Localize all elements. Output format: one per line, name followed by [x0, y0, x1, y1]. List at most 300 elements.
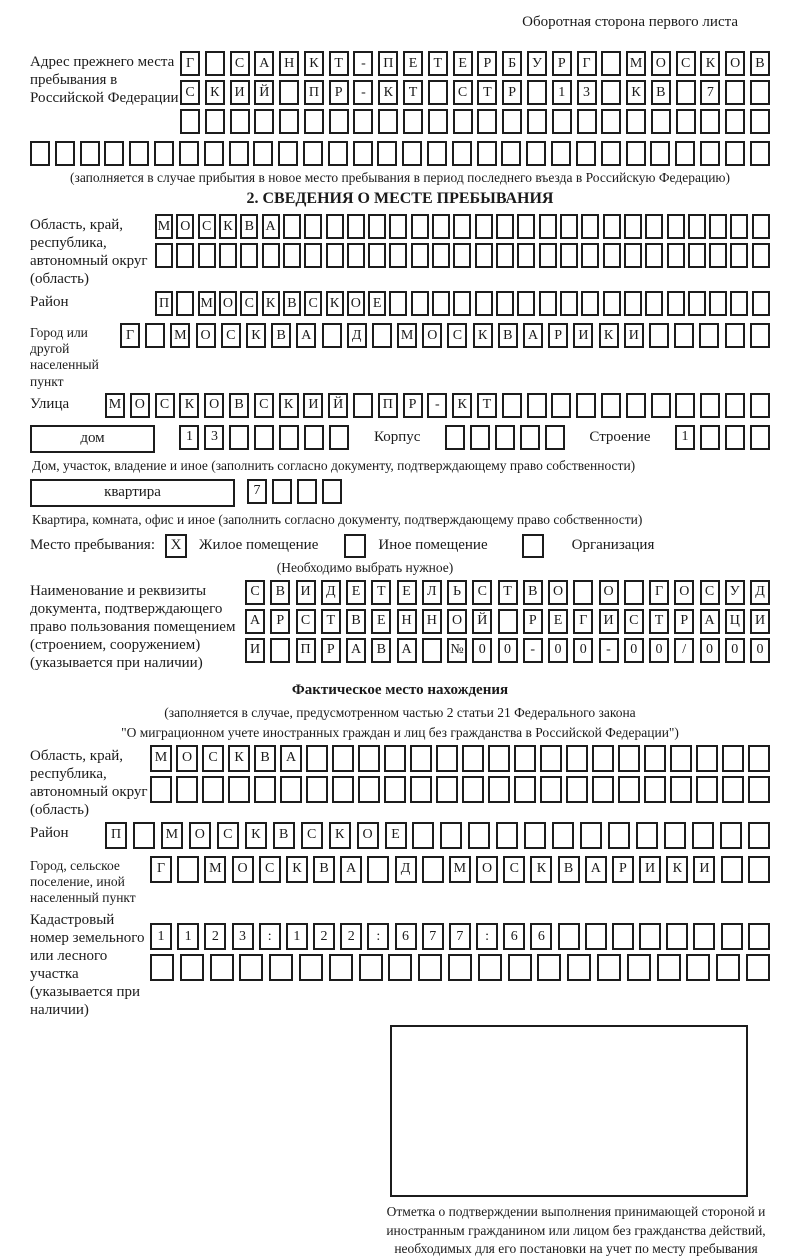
char-box[interactable]: С	[304, 291, 322, 316]
char-box[interactable]: О	[176, 214, 194, 239]
char-box[interactable]	[367, 856, 389, 883]
char-box[interactable]: К	[329, 822, 351, 849]
char-box[interactable]: С	[259, 856, 281, 883]
char-box[interactable]	[269, 954, 293, 981]
char-box[interactable]: С	[155, 393, 175, 418]
char-box[interactable]: А	[262, 214, 280, 239]
char-box[interactable]: М	[449, 856, 471, 883]
char-box[interactable]: -	[599, 638, 619, 663]
char-box[interactable]: 1	[286, 923, 308, 950]
char-box[interactable]	[585, 923, 607, 950]
char-box[interactable]	[709, 214, 727, 239]
char-box[interactable]	[748, 822, 770, 849]
char-box[interactable]	[645, 243, 663, 268]
char-box[interactable]	[545, 425, 565, 450]
char-box[interactable]	[581, 243, 599, 268]
char-box[interactable]	[478, 954, 502, 981]
char-box[interactable]: О	[130, 393, 150, 418]
char-box[interactable]: -	[353, 51, 373, 76]
char-box[interactable]: Ь	[447, 580, 467, 605]
char-box[interactable]	[566, 745, 588, 772]
char-box[interactable]	[378, 109, 398, 134]
char-box[interactable]: Р	[612, 856, 634, 883]
char-box[interactable]	[517, 243, 535, 268]
char-box[interactable]	[80, 141, 100, 166]
char-box[interactable]	[432, 291, 450, 316]
char-box[interactable]	[603, 291, 621, 316]
char-box[interactable]	[30, 141, 50, 166]
char-box[interactable]: 0	[649, 638, 669, 663]
char-box[interactable]	[626, 141, 646, 166]
char-box[interactable]: Т	[477, 393, 497, 418]
char-box[interactable]	[527, 393, 547, 418]
char-box[interactable]: 2	[313, 923, 335, 950]
char-box[interactable]	[696, 745, 718, 772]
char-box[interactable]: С	[202, 745, 224, 772]
char-box[interactable]: А	[296, 323, 316, 348]
char-box[interactable]	[326, 243, 344, 268]
char-box[interactable]: Т	[329, 51, 349, 76]
char-box[interactable]	[179, 141, 199, 166]
char-box[interactable]	[573, 580, 593, 605]
char-box[interactable]: Т	[498, 580, 518, 605]
char-box[interactable]	[730, 291, 748, 316]
char-box[interactable]	[539, 214, 557, 239]
char-box[interactable]	[722, 776, 744, 803]
char-box[interactable]	[453, 214, 471, 239]
char-box[interactable]: И	[599, 609, 619, 634]
char-box[interactable]: О	[219, 291, 237, 316]
char-box[interactable]: И	[230, 80, 250, 105]
char-box[interactable]: -	[523, 638, 543, 663]
char-box[interactable]	[644, 776, 666, 803]
char-box[interactable]	[347, 214, 365, 239]
char-box[interactable]: О	[357, 822, 379, 849]
char-box[interactable]	[501, 141, 521, 166]
char-box[interactable]: О	[548, 580, 568, 605]
char-box[interactable]	[688, 214, 706, 239]
char-box[interactable]	[675, 393, 695, 418]
char-box[interactable]	[730, 243, 748, 268]
char-box[interactable]: А	[254, 51, 274, 76]
char-box[interactable]: Д	[395, 856, 417, 883]
char-box[interactable]	[55, 141, 75, 166]
char-box[interactable]	[624, 291, 642, 316]
char-box[interactable]	[670, 745, 692, 772]
char-box[interactable]	[670, 776, 692, 803]
char-box[interactable]	[580, 822, 602, 849]
char-box[interactable]: И	[693, 856, 715, 883]
char-box[interactable]: О	[204, 393, 224, 418]
char-box[interactable]: Р	[270, 609, 290, 634]
char-box[interactable]	[210, 954, 234, 981]
char-box[interactable]: К	[378, 80, 398, 105]
char-box[interactable]	[601, 51, 621, 76]
char-box[interactable]: П	[296, 638, 316, 663]
char-box[interactable]	[154, 141, 174, 166]
char-box[interactable]	[411, 291, 429, 316]
char-box[interactable]: О	[232, 856, 254, 883]
char-box[interactable]	[675, 141, 695, 166]
char-box[interactable]	[403, 109, 423, 134]
char-box[interactable]	[514, 776, 536, 803]
char-box[interactable]: 1	[177, 923, 199, 950]
char-box[interactable]: М	[170, 323, 190, 348]
char-box[interactable]: М	[198, 291, 216, 316]
char-box[interactable]	[176, 776, 198, 803]
char-box[interactable]: Т	[428, 51, 448, 76]
char-box[interactable]	[696, 776, 718, 803]
char-box[interactable]: И	[296, 580, 316, 605]
char-box[interactable]: :	[367, 923, 389, 950]
char-box[interactable]: Р	[674, 609, 694, 634]
char-box[interactable]: Е	[403, 51, 423, 76]
char-box[interactable]	[539, 243, 557, 268]
char-box[interactable]: :	[476, 923, 498, 950]
char-box[interactable]	[674, 323, 694, 348]
char-box[interactable]	[462, 745, 484, 772]
char-box[interactable]: Д	[750, 580, 770, 605]
char-box[interactable]	[475, 243, 493, 268]
char-box[interactable]: К	[666, 856, 688, 883]
char-box[interactable]	[229, 141, 249, 166]
char-box[interactable]: И	[245, 638, 265, 663]
char-box[interactable]	[676, 80, 696, 105]
char-box[interactable]	[502, 109, 522, 134]
char-box[interactable]: Л	[422, 580, 442, 605]
char-box[interactable]: 7	[449, 923, 471, 950]
char-box[interactable]: 3	[204, 425, 224, 450]
char-box[interactable]	[422, 856, 444, 883]
char-box[interactable]	[418, 954, 442, 981]
char-box[interactable]: В	[254, 745, 276, 772]
char-box[interactable]: Р	[321, 638, 341, 663]
char-box[interactable]	[750, 141, 770, 166]
char-box[interactable]: 7	[422, 923, 444, 950]
char-box[interactable]: 6	[503, 923, 525, 950]
char-box[interactable]	[283, 243, 301, 268]
char-box[interactable]	[537, 954, 561, 981]
char-box[interactable]	[322, 323, 342, 348]
char-box[interactable]	[667, 243, 685, 268]
char-box[interactable]	[427, 141, 447, 166]
char-box[interactable]: К	[700, 51, 720, 76]
char-box[interactable]	[306, 745, 328, 772]
char-box[interactable]	[601, 80, 621, 105]
char-box[interactable]: 7	[700, 80, 720, 105]
char-box[interactable]: С	[447, 323, 467, 348]
char-box[interactable]: В	[498, 323, 518, 348]
char-box[interactable]	[279, 109, 299, 134]
char-box[interactable]	[540, 776, 562, 803]
char-box[interactable]	[524, 822, 546, 849]
char-box[interactable]: Г	[120, 323, 140, 348]
char-box[interactable]	[700, 109, 720, 134]
char-box[interactable]: Т	[321, 609, 341, 634]
char-box[interactable]: М	[155, 214, 173, 239]
char-box[interactable]	[306, 776, 328, 803]
char-box[interactable]	[624, 243, 642, 268]
char-box[interactable]	[176, 243, 194, 268]
char-box[interactable]	[603, 214, 621, 239]
char-box[interactable]: К	[452, 393, 472, 418]
char-box[interactable]	[280, 776, 302, 803]
char-box[interactable]	[332, 745, 354, 772]
char-box[interactable]: К	[279, 393, 299, 418]
char-box[interactable]: Г	[577, 51, 597, 76]
char-box[interactable]: К	[205, 80, 225, 105]
char-box[interactable]	[389, 214, 407, 239]
char-box[interactable]	[150, 954, 174, 981]
char-box[interactable]: М	[204, 856, 226, 883]
char-box[interactable]	[752, 243, 770, 268]
char-box[interactable]: А	[397, 638, 417, 663]
char-box[interactable]	[326, 214, 344, 239]
char-box[interactable]: 1	[150, 923, 172, 950]
char-box[interactable]: Ц	[725, 609, 745, 634]
char-box[interactable]	[358, 776, 380, 803]
char-box[interactable]: А	[280, 745, 302, 772]
char-box[interactable]	[644, 745, 666, 772]
char-box[interactable]	[304, 214, 322, 239]
char-box[interactable]: И	[639, 856, 661, 883]
char-box[interactable]: К	[245, 822, 267, 849]
char-box[interactable]	[145, 323, 165, 348]
char-box[interactable]	[750, 109, 770, 134]
char-box[interactable]	[624, 580, 644, 605]
char-box[interactable]	[462, 776, 484, 803]
char-box[interactable]	[752, 214, 770, 239]
char-box[interactable]: 0	[725, 638, 745, 663]
checkbox-other-premises[interactable]	[344, 534, 366, 558]
char-box[interactable]: О	[674, 580, 694, 605]
char-box[interactable]	[688, 291, 706, 316]
char-box[interactable]: О	[189, 822, 211, 849]
char-box[interactable]: С	[700, 580, 720, 605]
char-box[interactable]	[601, 393, 621, 418]
char-box[interactable]	[676, 109, 696, 134]
char-box[interactable]: Г	[180, 51, 200, 76]
char-box[interactable]	[699, 323, 719, 348]
char-box[interactable]	[428, 80, 448, 105]
char-box[interactable]	[176, 291, 194, 316]
char-box[interactable]	[353, 393, 373, 418]
char-box[interactable]	[205, 51, 225, 76]
char-box[interactable]: А	[340, 856, 362, 883]
char-box[interactable]	[304, 243, 322, 268]
char-box[interactable]: О	[176, 745, 198, 772]
char-box[interactable]	[104, 141, 124, 166]
char-box[interactable]: 3	[577, 80, 597, 105]
char-box[interactable]: В	[651, 80, 671, 105]
char-box[interactable]	[721, 856, 743, 883]
char-box[interactable]	[750, 80, 770, 105]
char-box[interactable]	[502, 393, 522, 418]
char-box[interactable]	[540, 745, 562, 772]
char-box[interactable]: И	[573, 323, 593, 348]
char-box[interactable]	[552, 109, 572, 134]
char-box[interactable]: Н	[422, 609, 442, 634]
char-box[interactable]	[254, 109, 274, 134]
char-box[interactable]	[411, 214, 429, 239]
char-box[interactable]	[428, 109, 448, 134]
char-box[interactable]: 2	[204, 923, 226, 950]
char-box[interactable]	[527, 80, 547, 105]
char-box[interactable]: Е	[548, 609, 568, 634]
char-box[interactable]: А	[245, 609, 265, 634]
char-box[interactable]: 0	[548, 638, 568, 663]
char-box[interactable]: М	[626, 51, 646, 76]
char-box[interactable]: В	[313, 856, 335, 883]
char-box[interactable]: 0	[498, 638, 518, 663]
char-box[interactable]: В	[271, 323, 291, 348]
char-box[interactable]	[693, 923, 715, 950]
char-box[interactable]	[639, 923, 661, 950]
char-box[interactable]: М	[150, 745, 172, 772]
char-box[interactable]	[332, 776, 354, 803]
char-box[interactable]	[239, 954, 263, 981]
char-box[interactable]	[488, 776, 510, 803]
char-box[interactable]: Т	[649, 609, 669, 634]
char-box[interactable]	[558, 923, 580, 950]
char-box[interactable]	[700, 393, 720, 418]
char-box[interactable]	[448, 954, 472, 981]
char-box[interactable]	[645, 214, 663, 239]
char-box[interactable]: С	[180, 80, 200, 105]
char-box[interactable]	[508, 954, 532, 981]
char-box[interactable]	[240, 243, 258, 268]
char-box[interactable]	[612, 923, 634, 950]
char-box[interactable]	[230, 109, 250, 134]
char-box[interactable]: №	[447, 638, 467, 663]
char-box[interactable]: О	[196, 323, 216, 348]
char-box[interactable]	[283, 214, 301, 239]
char-box[interactable]: 6	[395, 923, 417, 950]
char-box[interactable]	[577, 109, 597, 134]
char-box[interactable]: Й	[254, 80, 274, 105]
char-box[interactable]: С	[676, 51, 696, 76]
char-box[interactable]: К	[326, 291, 344, 316]
char-box[interactable]	[279, 425, 299, 450]
char-box[interactable]	[551, 141, 571, 166]
char-box[interactable]: С	[453, 80, 473, 105]
char-box[interactable]: В	[750, 51, 770, 76]
char-box[interactable]: У	[725, 580, 745, 605]
char-box[interactable]	[651, 393, 671, 418]
char-box[interactable]	[452, 141, 472, 166]
char-box[interactable]: 0	[472, 638, 492, 663]
char-box[interactable]	[453, 243, 471, 268]
char-box[interactable]: 6	[530, 923, 552, 950]
char-box[interactable]: Р	[329, 80, 349, 105]
char-box[interactable]: П	[155, 291, 173, 316]
char-box[interactable]: С	[198, 214, 216, 239]
char-box[interactable]	[560, 243, 578, 268]
char-box[interactable]	[353, 141, 373, 166]
char-box[interactable]: А	[523, 323, 543, 348]
char-box[interactable]	[180, 954, 204, 981]
char-box[interactable]	[202, 776, 224, 803]
char-box[interactable]	[297, 479, 317, 504]
char-box[interactable]	[496, 822, 518, 849]
char-box[interactable]	[517, 214, 535, 239]
char-box[interactable]	[526, 141, 546, 166]
char-box[interactable]	[748, 923, 770, 950]
char-box[interactable]	[432, 214, 450, 239]
char-box[interactable]: Й	[328, 393, 348, 418]
char-box[interactable]	[748, 745, 770, 772]
char-box[interactable]	[253, 141, 273, 166]
char-box[interactable]	[601, 109, 621, 134]
char-box[interactable]	[328, 141, 348, 166]
char-box[interactable]	[720, 822, 742, 849]
char-box[interactable]	[709, 243, 727, 268]
char-box[interactable]	[228, 776, 250, 803]
char-box[interactable]	[722, 745, 744, 772]
char-box[interactable]: О	[651, 51, 671, 76]
char-box[interactable]	[686, 954, 710, 981]
char-box[interactable]: У	[527, 51, 547, 76]
char-box[interactable]	[624, 214, 642, 239]
char-box[interactable]: В	[270, 580, 290, 605]
char-box[interactable]: Й	[472, 609, 492, 634]
char-box[interactable]: В	[229, 393, 249, 418]
char-box[interactable]	[475, 214, 493, 239]
char-box[interactable]	[627, 954, 651, 981]
char-box[interactable]: П	[105, 822, 127, 849]
char-box[interactable]	[514, 745, 536, 772]
char-box[interactable]	[664, 822, 686, 849]
char-box[interactable]	[527, 109, 547, 134]
char-box[interactable]	[329, 109, 349, 134]
char-box[interactable]	[730, 214, 748, 239]
char-box[interactable]	[411, 243, 429, 268]
char-box[interactable]	[477, 109, 497, 134]
char-box[interactable]	[180, 109, 200, 134]
char-box[interactable]	[539, 291, 557, 316]
char-box[interactable]: О	[476, 856, 498, 883]
char-box[interactable]	[581, 291, 599, 316]
char-box[interactable]	[520, 425, 540, 450]
char-box[interactable]: Г	[649, 580, 669, 605]
char-box[interactable]: К	[599, 323, 619, 348]
char-box[interactable]: 1	[179, 425, 199, 450]
char-box[interactable]: К	[286, 856, 308, 883]
char-box[interactable]: С	[230, 51, 250, 76]
char-box[interactable]	[496, 214, 514, 239]
char-box[interactable]	[304, 109, 324, 134]
char-box[interactable]: С	[472, 580, 492, 605]
char-box[interactable]: Е	[346, 580, 366, 605]
char-box[interactable]	[552, 822, 574, 849]
char-box[interactable]: 1	[675, 425, 695, 450]
char-box[interactable]: Р	[502, 80, 522, 105]
char-box[interactable]: 7	[247, 479, 267, 504]
char-box[interactable]	[198, 243, 216, 268]
char-box[interactable]: Т	[403, 80, 423, 105]
char-box[interactable]: С	[245, 580, 265, 605]
char-box[interactable]	[725, 80, 745, 105]
char-box[interactable]	[299, 954, 323, 981]
char-box[interactable]	[651, 109, 671, 134]
char-box[interactable]: С	[503, 856, 525, 883]
char-box[interactable]	[576, 141, 596, 166]
char-box[interactable]: В	[240, 214, 258, 239]
char-box[interactable]: Е	[371, 609, 391, 634]
char-box[interactable]	[650, 141, 670, 166]
char-box[interactable]: К	[219, 214, 237, 239]
char-box[interactable]	[725, 393, 745, 418]
